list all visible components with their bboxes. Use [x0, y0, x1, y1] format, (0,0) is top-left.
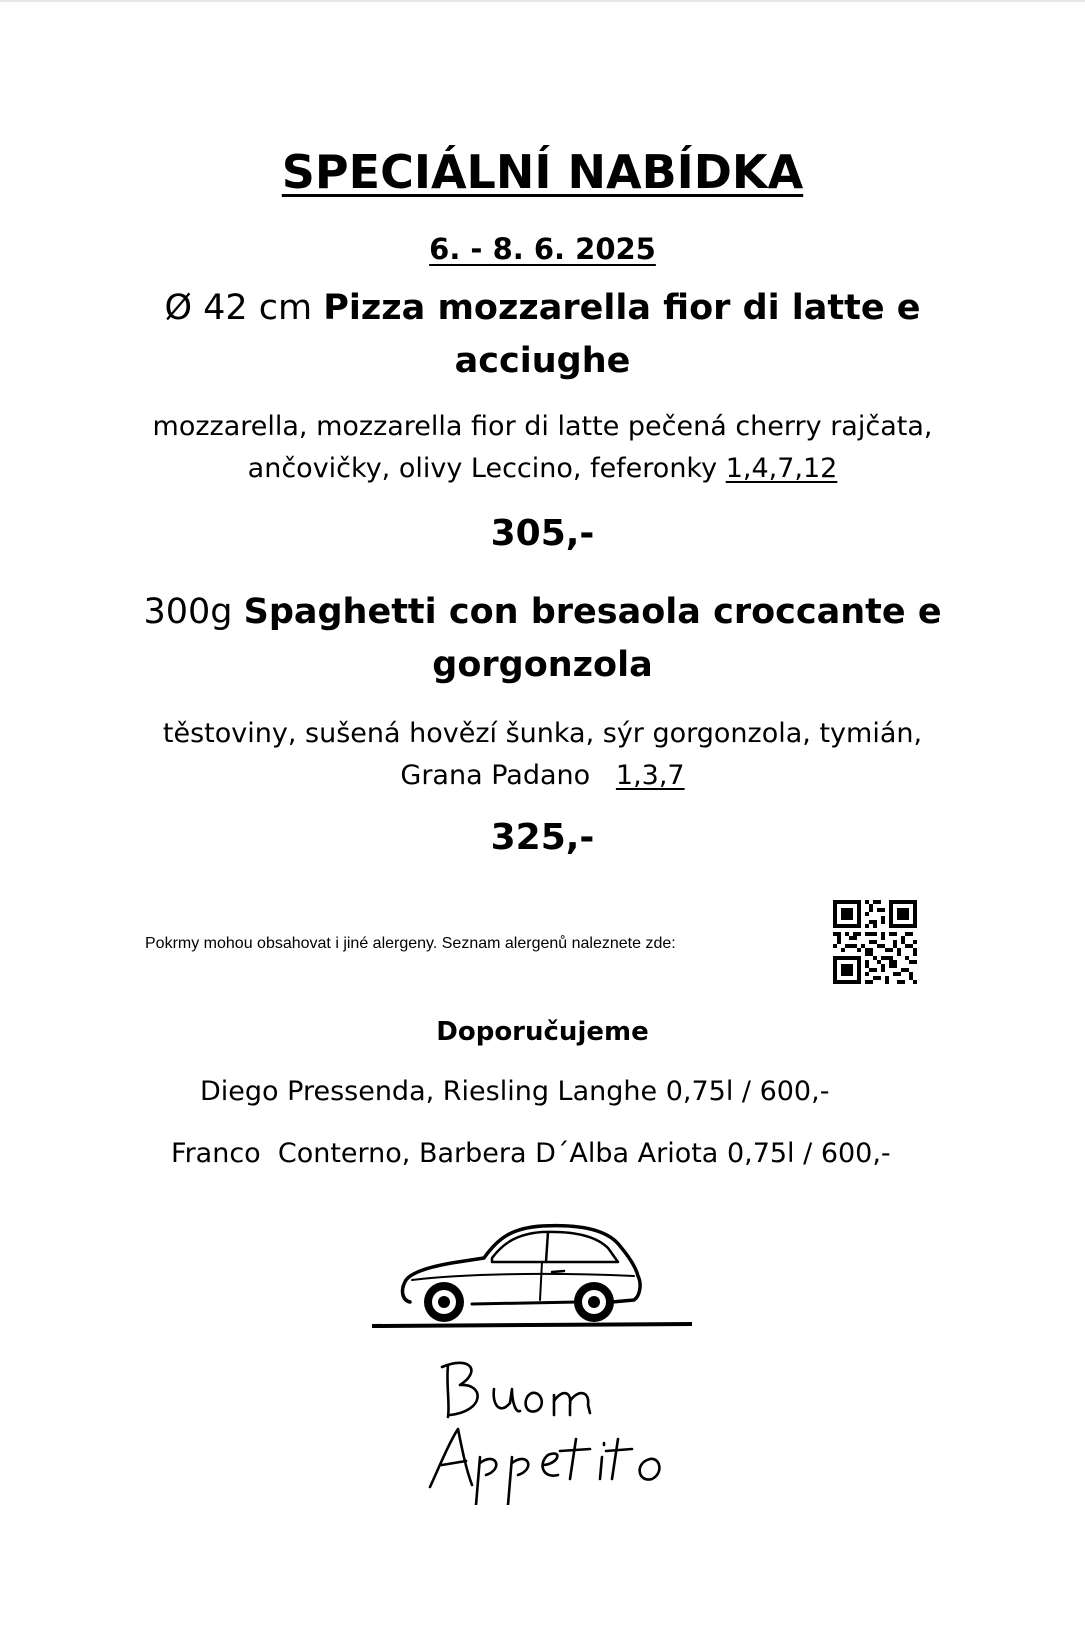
dish-2-name: Spaghetti con bresaola croccante e: [243, 592, 942, 632]
dish-1-size: Ø 42 cm: [164, 288, 313, 328]
dish-1-title-line1: [0, 281, 1085, 335]
buon-appetito-signature: [420, 1345, 680, 1505]
dish-2-price: 325,-: [490, 817, 595, 858]
dish-2-desc-line2: [0, 755, 1085, 797]
dish-2-allergens: 1,3,7: [615, 760, 685, 791]
dish-2-title-line2: [0, 638, 1085, 692]
car-illustration: [372, 1222, 692, 1334]
dish-2-name-cont: gorgonzola: [432, 645, 653, 685]
dish-1-name: Pizza mozzarella fior di latte e: [323, 288, 921, 328]
page-title: SPECIÁLNÍ NABÍDKA: [281, 145, 804, 199]
dish-1-title-line2: [0, 334, 1085, 388]
dish-2-desc-cont: Grana Padano: [400, 760, 591, 791]
dish-1-allergens: 1,4,7,12: [725, 453, 838, 484]
dish-1-desc-line1: mozzarella, mozzarella fior di latte pečená cherry rajčata,: [152, 411, 933, 442]
dish-2-desc-line1: těstoviny, sušená hovězí šunka, sýr gorgonzola, tymián,: [162, 718, 923, 749]
recommend-heading: Doporučujeme: [436, 1017, 649, 1047]
dish-1-price: 305,-: [490, 513, 595, 554]
allergen-qr-code[interactable]: [833, 900, 917, 984]
top-border: [0, 0, 1085, 2]
dish-1-desc-cont: ančovičky, olivy Leccino, feferonky: [247, 453, 718, 484]
dish-2-title-line1: [0, 585, 1085, 639]
dish-1-name-cont: acciughe: [454, 341, 631, 381]
dish-2-size: 300g: [143, 592, 233, 632]
dish-1-desc-line2: [0, 448, 1085, 490]
offer-date: 6. - 8. 6. 2025: [429, 232, 656, 266]
wine-item-1: Diego Pressenda, Riesling Langhe 0,75l / 600,-: [200, 1076, 830, 1107]
wine-item-2: Franco Conterno, Barbera D´Alba Ariota 0,75l / 600,-: [171, 1138, 891, 1169]
allergen-note: Pokrmy mohou obsahovat i jiné alergeny. Seznam alergenů naleznete zde:: [145, 935, 676, 952]
